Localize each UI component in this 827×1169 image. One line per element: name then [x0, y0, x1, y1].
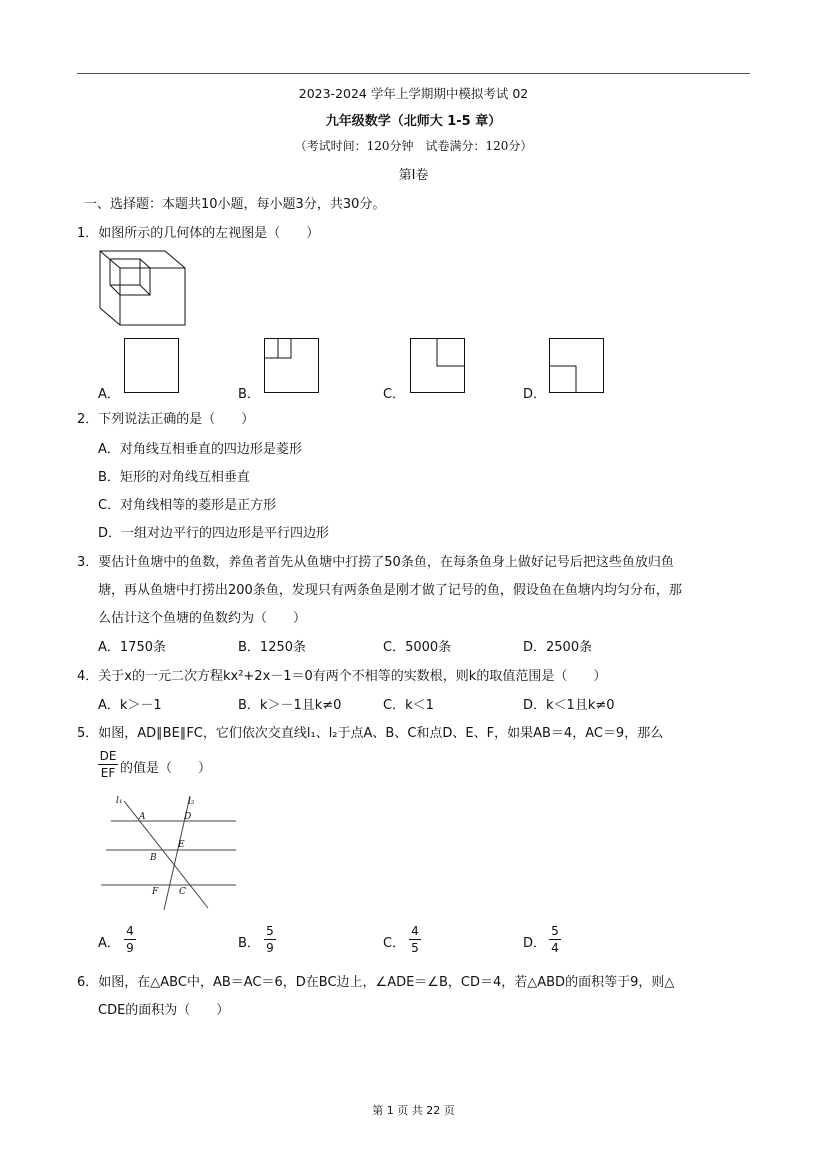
question-1 — [77, 222, 319, 241]
question-5: 5．如图，AD∥BE∥FC，它们依次交直线l₁、l₂于点A、B、C和点D、E、F，如果AB＝4，AC＝9，那么 — [77, 726, 664, 741]
q4-option-b: B．k＞－1且k≠0 — [238, 698, 342, 713]
q2-option-d: D．一组对边平行的四边形是平行四边形 — [98, 526, 330, 541]
q1-option-d: D． — [523, 387, 547, 402]
q1-option-c-figure — [410, 338, 466, 394]
q4-option-d: D．k＜1且k≠0 — [523, 698, 615, 713]
question-text: 如图所示的几何体的左视图是（ ） — [98, 226, 320, 241]
q5-option-c: C． — [383, 936, 406, 951]
question-number: 1． — [77, 226, 99, 241]
q3-line-1: 要估计鱼塘中的鱼数，养鱼者首先从鱼塘中打捞了50条鱼，在每条鱼身上做好记号后把这些鱼放归鱼 — [98, 555, 674, 570]
question-4: 4．关于x的一元二次方程kx²+2x－1＝0有两个不相等的实数根，则k的取值范围是（ ） — [77, 669, 607, 684]
q3-option-a: A．1750条 — [98, 640, 166, 655]
parallel-lines-figure — [96, 793, 241, 915]
label-l2: l₂ — [188, 797, 195, 807]
header-rule — [77, 73, 750, 74]
q3-line-3: 么估计这个鱼塘的鱼数约为（ ） — [98, 611, 307, 626]
q5-option-d-fraction: 5 4 — [549, 924, 561, 955]
q2-option-a: A．对角线互相垂直的四边形是菱形 — [98, 442, 302, 457]
exam-title: 2023-2024 学年上学期期中模拟考试 02 — [298, 86, 529, 101]
q5-option-a: A． — [98, 936, 120, 951]
q4-option-a: A．k＞－1 — [98, 698, 162, 713]
q3-option-b: B．1250条 — [238, 640, 307, 655]
question-3: 3．要估计鱼塘中的鱼数，养鱼者首先从鱼塘中打捞了50条鱼，在每条鱼身上做好记号后把这些鱼放归鱼 — [77, 555, 674, 570]
q5-fraction: DE EF — [99, 749, 117, 780]
q1-option-c: C． — [383, 387, 406, 402]
volume-label: 第I卷 — [398, 168, 429, 183]
label-E: E — [178, 840, 185, 850]
exam-info: （考试时间：120分钟 试卷满分：120分） — [294, 139, 533, 153]
q5-option-b-fraction: 5 9 — [264, 924, 276, 955]
label-F: F — [152, 887, 159, 897]
q2-option-b: B．矩形的对角线互相垂直 — [98, 470, 250, 485]
q1-option-d-figure — [549, 338, 605, 394]
subject-title: 九年级数学（北师大 1-5 章） — [325, 114, 502, 129]
q1-option-a-figure — [124, 338, 180, 394]
label-D: D — [184, 812, 192, 822]
q1-option-b-figure — [264, 338, 320, 394]
q6-line-2: CDE的面积为（ ） — [98, 1003, 230, 1018]
solid-figure — [95, 248, 190, 328]
q1-option-a: A． — [98, 387, 120, 402]
q5-option-b: B． — [238, 936, 260, 951]
q3-option-d: D．2500条 — [523, 640, 593, 655]
label-C: C — [179, 887, 186, 897]
q5-tail: 的值是（ ） — [120, 761, 212, 776]
question-6: 6．如图，在△ABC中，AB＝AC＝6，D在BC边上，∠ADE＝∠B，CD＝4，若△ABD的面积等于9，则△ — [77, 975, 675, 990]
page-footer: 第 1 页 共 22 页 — [372, 1104, 455, 1117]
q3-line-2: 塘，再从鱼塘中打捞出200条鱼，发现只有两条鱼是刚才做了记号的鱼，假设鱼在鱼塘内均匀分布，那 — [98, 583, 682, 598]
section-title: 一、选择题：本题共10小题，每小题3分，共30分。 — [84, 197, 386, 212]
q5-option-d: D． — [523, 936, 547, 951]
q5-option-c-fraction: 4 5 — [409, 924, 421, 955]
q5-option-a-fraction: 4 9 — [124, 924, 136, 955]
label-B: B — [150, 853, 157, 863]
q3-option-c: C．5000条 — [383, 640, 452, 655]
label-l1: l₁ — [116, 796, 123, 806]
label-A: A — [139, 812, 146, 822]
q4-option-c: C．k＜1 — [383, 698, 434, 713]
q6-line-1: 如图，在△ABC中，AB＝AC＝6，D在BC边上，∠ADE＝∠B，CD＝4，若△ABD的面积等于9，则△ — [98, 975, 675, 990]
question-2: 2．下列说法正确的是（ ） — [77, 412, 255, 427]
q1-option-b: B． — [238, 387, 260, 402]
q2-option-c: C．对角线相等的菱形是正方形 — [98, 498, 277, 513]
